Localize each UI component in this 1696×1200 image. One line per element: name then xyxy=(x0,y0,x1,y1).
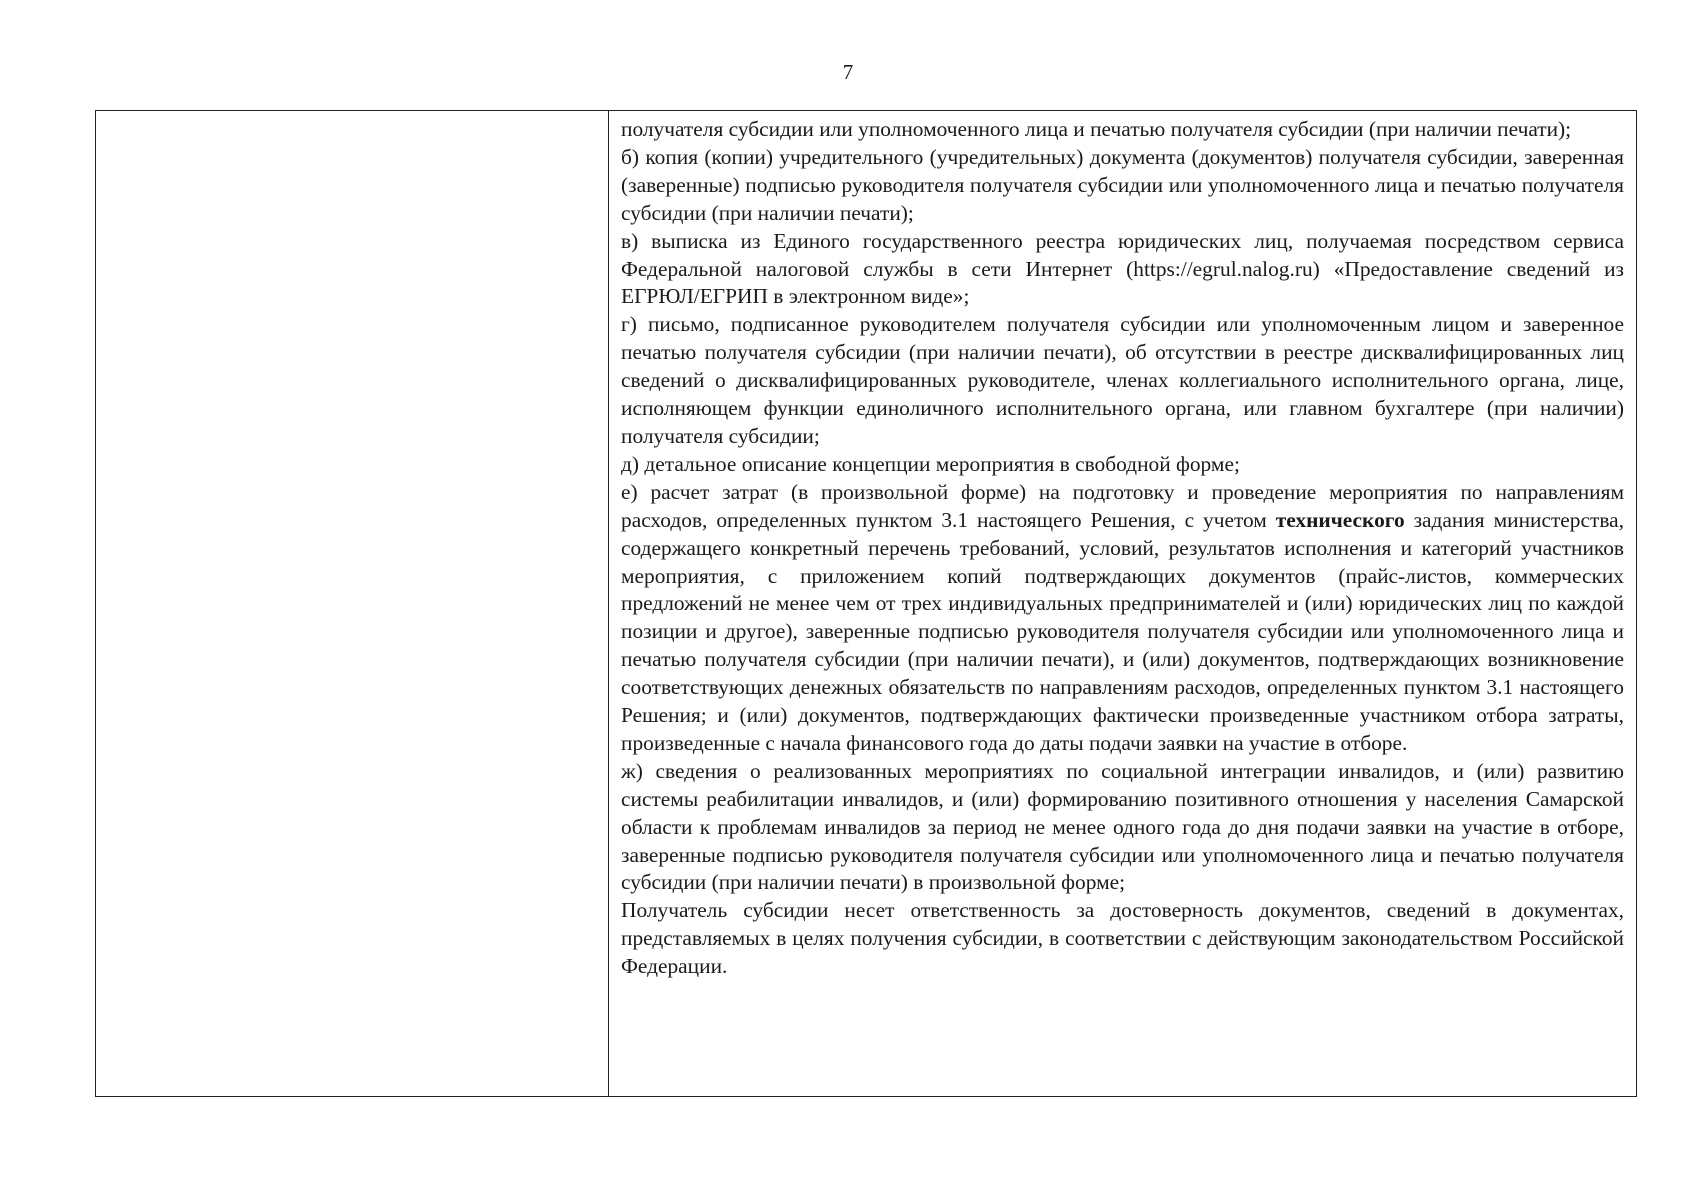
item-b-paragraph: б) копия (копии) учредительного (учредительных) документа (документов) получателя субсидии, заверенная (заверенные) подписью руководителя получателя субсидии или уполномоченного лица и печатью получателя субсидии (при наличии печати); xyxy=(621,144,1624,225)
closing-paragraph: Получатель субсидии несет ответственность за достоверность документов, сведений в документах, представляемых в целях получения субсидии, в соответствии с действующим законодательством Российской Федерации. xyxy=(621,898,1624,979)
continuation-paragraph: получателя субсидии или уполномоченного лица и печатью получателя субсидии (при наличии печати); xyxy=(621,117,1572,141)
item-e-paragraph xyxy=(621,479,1624,758)
table-row xyxy=(96,111,1637,1097)
document-table xyxy=(95,110,1637,1097)
item-d-paragraph: д) детальное описание концепции мероприятия в свободной форме; xyxy=(621,451,1240,476)
right-cell xyxy=(609,111,1637,1097)
item-v-paragraph: в) выписка из Единого государственного реестра юридических лиц, получаемая посредством сервиса Федеральной налоговой службы в сети Интернет (https://egrul.nalog.ru) «Предоставление сведений из ЕГРЮЛ/ЕГРИП в электронном виде»; xyxy=(621,228,1624,309)
right-cell-text xyxy=(621,116,1624,981)
item-e-bold-word: технического xyxy=(1275,507,1405,532)
item-g-paragraph: г) письмо, подписанное руководителем получателя субсидии или уполномоченным лицом и заверенное печатью получателя субсидии (при наличии печати), об отсутствии в реестре дисквалифицированных лиц сведений о дисквалифицированных руководителе, членах коллегиального исполнительного органа, лице, исполняющем функции единоличного исполнительного органа, или главном бухгалтере (при наличии) получателя субсидии; xyxy=(621,312,1624,448)
left-cell xyxy=(96,111,609,1097)
item-e-text-end: задания министерства, содержащего конкретный перечень требований, условий, результатов исполнения и категорий участников мероприятия, с приложением копий подтверждающих документов (прайс-листов, коммерческих предложений не менее чем от трех индивидуальных предпринимателей и (или) юридических лиц по каждой позиции и другое), заверенные подписью руководителя получателя субсидии или уполномоченного лица и печатью получателя субсидии (при наличии печати), и (или) документов, подтверждающих возникновение соответствующих денежных обязательств по направлениям расходов, определенных пунктом 3.1 настоящего Решения; и (или) документов, подтверждающих фактически произведенные участником отбора затраты, произведенные с начала финансового года до даты подачи заявки на участие в отборе. xyxy=(621,507,1624,755)
item-e-text-start: е) расчет затрат (в произвольной форме) на подготовку и проведение мероприятия по направлениям расходов, определенных пунктом 3.1 настоящего Решения, с учетом xyxy=(621,479,1624,532)
page-number: 7 xyxy=(842,60,854,84)
item-zh-paragraph: ж) сведения о реализованных мероприятиях по социальной интеграции инвалидов, и (или) развитию системы реабилитации инвалидов, и (или) формированию позитивного отношения у населения Самарской области к проблемам инвалидов за период не менее одного года до дня подачи заявки на участие в отборе, заверенные подписью руководителя получателя субсидии или уполномоченного лица и печатью получателя субсидии (при наличии печати) в произвольной форме; xyxy=(621,758,1624,895)
